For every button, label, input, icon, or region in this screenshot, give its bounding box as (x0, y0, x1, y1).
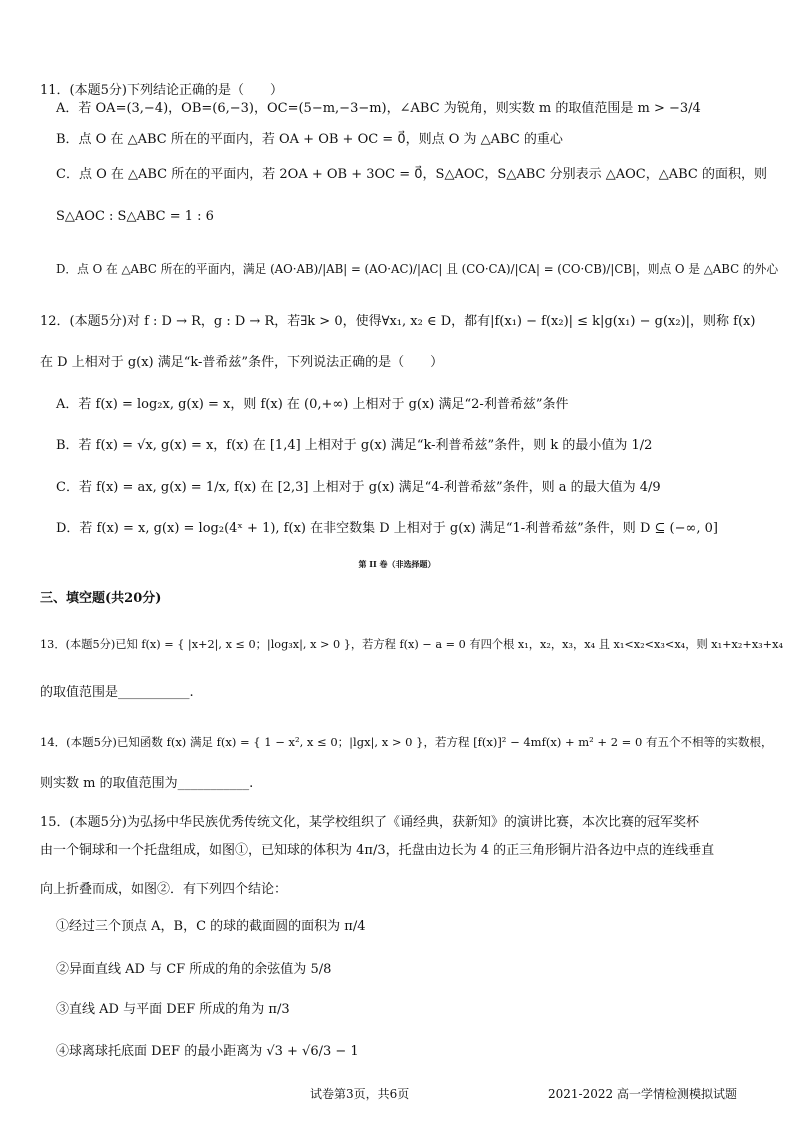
q13-stem: 13．(本题5分)已知 f(x) = { |x+2|, x ≤ 0；|log₃x|, x > 0 }，若方程 f(x) − a = 0 有四个根 x₁，x₂，x₃，x₄ 且 x₁<x₂<x₃<x₄，则 x₁+x₂+x₃+x₄ (40, 638, 783, 651)
section3-title: 三、填空题(共20分) (40, 591, 162, 606)
q11-option-d: D．点 O 在 △ABC 所在的平面内，满足 (AO·AB)/|AB| = (AO·AC)/|AC| 且 (CO·CA)/|CA| = (CO·CB)/|CB|，则点 O 是 △ABC 的外心 (56, 262, 779, 276)
q11-stem: 11．(本题5分)下列结论正确的是（ ） (40, 83, 283, 98)
q15-conclusion-2: ②异面直线 AD 与 CF 所成的角的余弦值为 5/8 (56, 962, 332, 977)
q12-option-c: C．若 f(x) = ax, g(x) = 1/x, f(x) 在 [2,3] 上相对于 g(x) 满足“4-利普希兹”条件，则 a 的最大值为 4/9 (56, 480, 661, 495)
footer-page-number: 试卷第3页，共6页 (310, 1087, 410, 1101)
q13-answer-blank: 的取值范围是___________. (40, 685, 194, 700)
q11-option-b: B．点 O 在 △ABC 所在的平面内，若 OA + OB + OC = 0⃗，则点 O 为 △ABC 的重心 (56, 132, 563, 147)
q15-conclusion-3: ③直线 AD 与平面 DEF 所成的角为 π/3 (56, 1002, 290, 1017)
q15-stem-cont: 由一个铜球和一个托盘组成，如图①，已知球的体积为 4π/3，托盘由边长为 4 的正三角形铜片沿各边中点的连线垂直 (40, 843, 715, 858)
q11-option-c-cont: S△AOC : S△ABC = 1 : 6 (56, 209, 214, 224)
q12-stem: 12．(本题5分)对 f : D → R，g : D → R，若∃k > 0，使得∀x₁, x₂ ∈ D，都有|f(x₁) − f(x₂)| ≤ k|g(x₁) − g(x₂)|，则称 f(x) (40, 314, 756, 329)
q12-stem-cont: 在 D 上相对于 g(x) 满足“k-普希兹”条件，下列说法正确的是（ ） (40, 355, 444, 370)
q15-conclusion-4: ④球离球托底面 DEF 的最小距离为 √3 + √6/3 − 1 (56, 1044, 359, 1059)
footer-exam-title: 2021-2022 高一学情检测模拟试题 (548, 1087, 737, 1101)
q11-option-a: A．若 OA=(3,−4)，OB=(6,−3)，OC=(5−m,−3−m)，∠ABC 为锐角，则实数 m 的取值范围是 m > −3/4 (56, 101, 701, 116)
q12-option-b: B．若 f(x) = √x, g(x) = x，f(x) 在 [1,4] 上相对于 g(x) 满足“k-利普希兹”条件，则 k 的最小值为 1/2 (56, 438, 653, 453)
q15-stem: 15．(本题5分)为弘扬中华民族优秀传统文化，某学校组织了《诵经典，获新知》的演讲比赛，本次比赛的冠军奖杯 (40, 815, 699, 830)
q14-answer-blank: 则实数 m 的取值范围为___________. (40, 776, 254, 791)
q15-conclusion-1: ①经过三个顶点 A，B，C 的球的截面圆的面积为 π/4 (56, 919, 366, 934)
q12-option-a: A．若 f(x) = log₂x, g(x) = x，则 f(x) 在 (0,+∞) 上相对于 g(x) 满足“2-利普希兹”条件 (56, 397, 569, 412)
q15-stem-cont2: 向上折叠而成，如图②．有下列四个结论： (40, 882, 288, 897)
q12-option-d: D．若 f(x) = x, g(x) = log₂(4ˣ + 1), f(x) 在非空数集 D 上相对于 g(x) 满足“1-利普希兹”条件，则 D ⊆ (−∞, 0] (56, 521, 718, 536)
q14-stem: 14．(本题5分)已知函数 f(x) 满足 f(x) = { 1 − x², x ≤ 0；|lgx|, x > 0 }，若方程 [f(x)]² − 4mf(x) + m² + 2 = 0 有五个不相等的实数根， (40, 735, 773, 749)
q11-option-c: C．点 O 在 △ABC 所在的平面内，若 2OA + OB + 3OC = 0⃗，S△AOC，S△ABC 分别表示 △AOC，△ABC 的面积，则 (56, 167, 767, 182)
part2-title: 第 II 卷（非选择题） (358, 559, 436, 569)
